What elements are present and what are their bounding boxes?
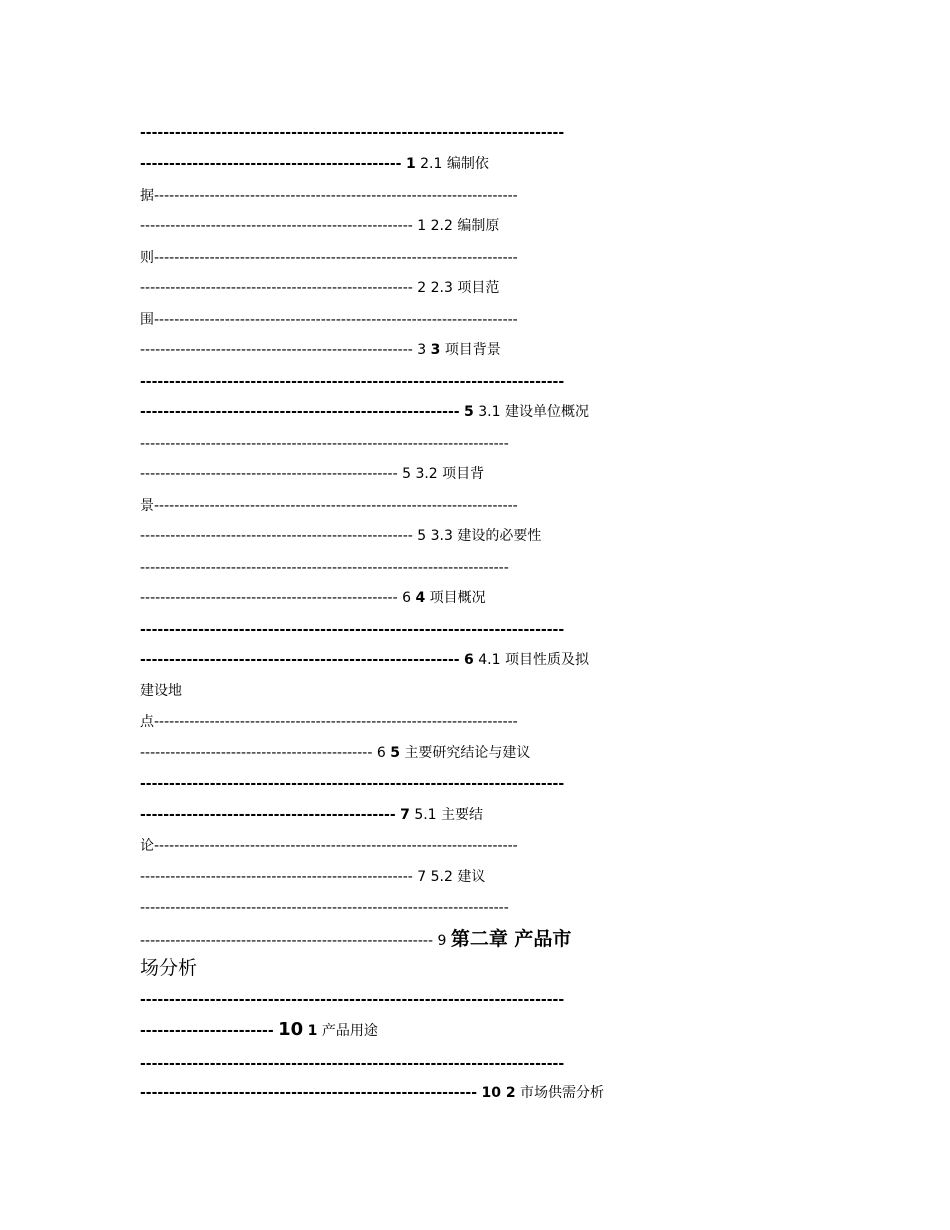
toc-leader: -------------------------------------------------------------------------	[140, 622, 565, 638]
toc-leader: -------------------------------------------------------------------------	[140, 125, 565, 141]
toc-entry-3-3: ------------------------------------------------------ 5 3.3 建设的必要性	[140, 528, 542, 544]
toc-leader: 论------------------------------------------------------------------------	[140, 838, 518, 854]
toc-leader: 据------------------------------------------------------------------------	[140, 188, 518, 204]
toc-entry-5: ---------------------------------------------- 6 5 主要研究结论与建议	[140, 745, 531, 761]
toc-entry-chapter-2-cont: 场分析	[140, 957, 198, 979]
toc-leader: -------------------------------------------------------------------------	[140, 992, 565, 1008]
toc-leader: 点------------------------------------------------------------------------	[140, 714, 518, 730]
toc-entry-5-1: -------------------------------------------- 7 5.1 主要结	[140, 807, 484, 823]
toc-entry-2-3: ------------------------------------------------------ 2 2.3 项目范	[140, 280, 500, 296]
toc-leader: -------------------------------------------------------------------------	[140, 560, 509, 576]
toc-entry-4: --------------------------------------------------- 6 4 项目概况	[140, 590, 486, 606]
toc-leader: 景------------------------------------------------------------------------	[140, 498, 518, 514]
toc-entry-3: ------------------------------------------------------ 3 3 项目背景	[140, 342, 501, 358]
toc-leader: -------------------------------------------------------------------------	[140, 900, 509, 916]
toc-leader: -------------------------------------------------------------------------	[140, 436, 509, 452]
toc-entry-chapter-2: ---------------------------------------------------------- 9 第二章 产品市	[140, 928, 572, 950]
toc-entry-4-1-cont: 建设地	[140, 683, 182, 699]
toc-entry-5-2: ------------------------------------------------------ 7 5.2 建议	[140, 869, 486, 885]
toc-entry-3-2: --------------------------------------------------- 5 3.2 项目背	[140, 466, 485, 482]
toc-leader: -------------------------------------------------------------------------	[140, 1056, 565, 1072]
toc-entry-4-1: ------------------------------------------------------- 6 4.1 项目性质及拟	[140, 652, 589, 668]
toc-leader: -------------------------------------------------------------------------	[140, 776, 565, 792]
toc-leader: -------------------------------------------------------------------------	[140, 374, 565, 390]
toc-leader: 围------------------------------------------------------------------------	[140, 312, 518, 328]
toc-entry-2-1: --------------------------------------------- 1 2.1 编制依	[140, 156, 489, 172]
toc-leader: 则------------------------------------------------------------------------	[140, 250, 518, 266]
toc-entry-1: ----------------------- 10 1 产品用途	[140, 1019, 378, 1040]
toc-entry-3-1: ------------------------------------------------------- 5 3.1 建设单位概况	[140, 404, 589, 420]
toc-entry-2: ---------------------------------------------------------- 10 2 市场供需分析	[140, 1085, 605, 1101]
toc-entry-2-2: ------------------------------------------------------ 1 2.2 编制原	[140, 218, 500, 234]
